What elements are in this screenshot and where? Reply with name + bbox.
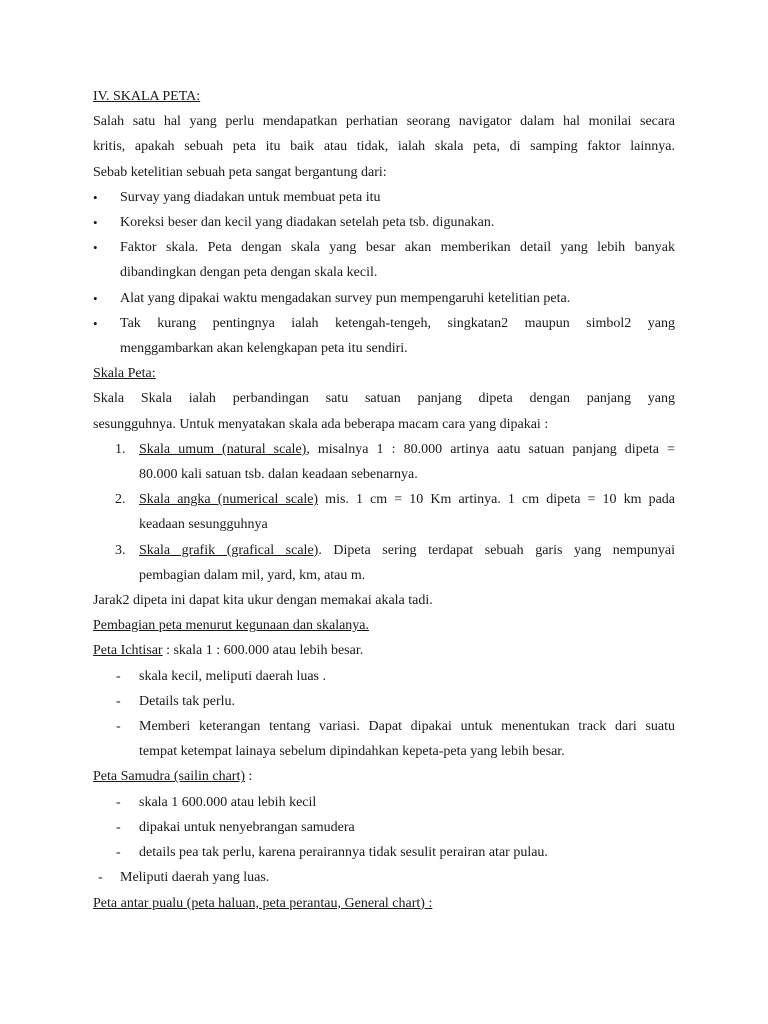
ichtisar-list (93, 664, 675, 765)
list-item (93, 865, 675, 890)
numbered-item-cont: keadaan sesungguhnya (139, 517, 268, 533)
list-item (93, 185, 675, 210)
item-number: 3. (115, 542, 126, 558)
skala-peta-heading: Skala Peta: (93, 366, 156, 382)
scale-term: Skala angka (numerical scale) (139, 492, 319, 508)
dash-glyph: - (116, 794, 121, 810)
item-number: 1. (115, 441, 126, 457)
samudra-list (93, 790, 675, 891)
dash-glyph: - (116, 819, 121, 835)
antar-pulau-heading: Peta antar pualu (peta haluan, peta perantau, General chart) : (93, 895, 433, 911)
intro-line: kritis, apakah sebuah peta itu baik atau tidak, ialah skala peta, di samping faktor lainnya. (93, 139, 675, 155)
numbered-list (93, 437, 675, 588)
skala-intro-paragraph (93, 386, 675, 436)
list-item-text: tempat ketempat lainaya sebelum dipindahkan kepeta-peta yang lebih besar. (139, 744, 565, 760)
list-item-text: Faktor skala. Peta dengan skala yang besar akan memberikan detail yang lebih banyak (120, 240, 675, 256)
document-page (93, 84, 675, 916)
dash-glyph: - (116, 668, 121, 684)
scale-term: Skala umum (natural scale) (139, 441, 307, 457)
list-item-text: Details tak perlu. (139, 693, 236, 709)
section-heading: IV. SKALA PETA: (93, 89, 201, 104)
numbered-item-line (139, 538, 675, 563)
scale-term: Skala grafik (grafical scale) (139, 542, 319, 558)
skala-intro-line: Skala Skala ialah perbandingan satu satuan panjang dipeta dengan panjang yang (93, 391, 675, 407)
intro-paragraph (93, 109, 675, 185)
list-item-text: Survay yang diadakan untuk membuat peta itu (120, 189, 381, 205)
intro-line: Sebab ketelitian sebuah peta sangat bergantung dari: (93, 164, 387, 180)
dash-glyph: - (116, 693, 121, 709)
ichtisar-heading (93, 638, 675, 663)
dash-glyph: - (116, 845, 121, 861)
numbered-item-line (139, 437, 675, 462)
list-item (93, 235, 675, 285)
list-item-text: Alat yang dipakai waktu mengadakan survey pun mempengaruhi ketelitian peta. (120, 290, 571, 306)
list-item (93, 210, 675, 235)
jarak-paragraph: Jarak2 dipeta ini dapat kita ukur dengan memakai akala tadi. (93, 593, 433, 609)
dash-glyph: - (116, 719, 121, 735)
list-item-text: Koreksi beser dan kecil yang diadakan setelah peta tsb. digunakan. (120, 215, 495, 231)
bullet-glyph: • (93, 189, 98, 205)
numbered-item (93, 538, 675, 588)
samudra-term: Peta Samudra (sailin chart) (93, 769, 246, 785)
item-number: 2. (115, 492, 126, 508)
numbered-item (93, 437, 675, 487)
bullet-glyph: • (93, 240, 98, 256)
list-item (93, 714, 675, 764)
bullet-list (93, 185, 675, 361)
intro-line: Salah satu hal yang perlu mendapatkan perhatian seorang navigator dalam hal monilai secara (93, 114, 675, 130)
list-item-text: Meliputi daerah yang luas. (120, 870, 270, 886)
ichtisar-scale: : skala 1 : 600.000 atau lebih besar. (162, 643, 364, 659)
ichtisar-term: Peta Ichtisar (93, 643, 163, 659)
scale-description: . Dipeta sering terdapat sebuah garis yang nempunyai (318, 542, 675, 558)
list-item-text: skala kecil, meliputi daerah luas . (139, 668, 326, 684)
list-item (93, 689, 675, 714)
list-item-text: details pea tak perlu, karena perairannya tidak sesulit perairan atar pulau. (139, 845, 548, 861)
bullet-glyph: • (93, 315, 98, 331)
list-item-text: Tak kurang pentingnya ialah ketengah-tengeh, singkatan2 maupun simbol2 yang (120, 315, 675, 331)
list-item (93, 790, 675, 815)
scale-description: , misalnya 1 : 80.000 artinya aatu satuan panjang dipeta = (306, 441, 676, 457)
list-item-text: menggambarkan akan kelengkapan peta itu sendiri. (120, 341, 408, 357)
list-item-text: skala 1 600.000 atau lebih kecil (139, 794, 317, 810)
list-item (93, 286, 675, 311)
pembagian-heading: Pembagian peta menurut kegunaan dan skalanya. (93, 618, 370, 634)
list-item (93, 840, 675, 865)
numbered-item-cont: 80.000 kali satuan tsb. dalan keadaan sebenarnya. (139, 467, 418, 483)
numbered-item (93, 487, 675, 537)
list-item-text: dipakai untuk nenyebrangan samudera (139, 819, 355, 835)
bullet-glyph: • (93, 215, 98, 231)
bullet-glyph: • (93, 290, 98, 306)
skala-intro-line: sesungguhnya. Untuk menyatakan skala ada beberapa macam cara yang dipakai : (93, 416, 549, 432)
numbered-item-line (139, 487, 675, 512)
list-item (93, 664, 675, 689)
list-item-text: Memberi keterangan tentang variasi. Dapat dipakai untuk menentukan track dari suatu (139, 719, 675, 735)
dash-glyph: - (98, 870, 103, 886)
list-item (93, 815, 675, 840)
list-item (93, 311, 675, 361)
samudra-colon: : (245, 769, 253, 785)
numbered-item-cont: pembagian dalam mil, yard, km, atau m. (139, 567, 366, 583)
samudra-heading (93, 764, 675, 789)
scale-description: mis. 1 cm = 10 Km artinya. 1 cm dipeta = 10 km pada (318, 492, 675, 508)
list-item-text: dibandingkan dengan peta dengan skala kecil. (120, 265, 378, 281)
